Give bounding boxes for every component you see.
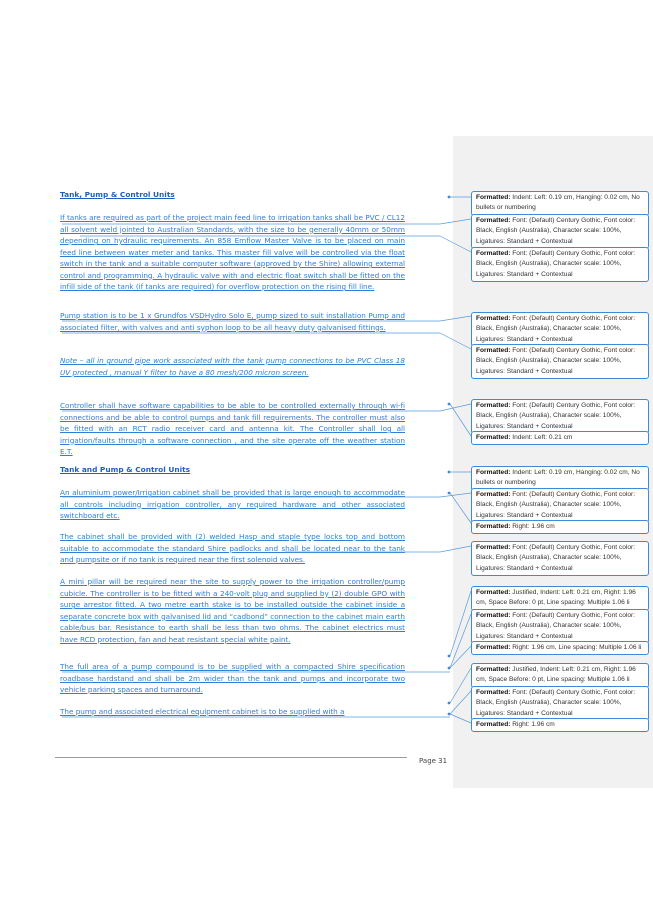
formatting-balloon[interactable] — [471, 586, 649, 611]
formatting-balloon[interactable] — [471, 399, 649, 434]
formatting-balloon[interactable] — [471, 718, 649, 732]
balloon-text: Font: (Default) Century Gothic, Font color: Black, English (Australia), Character scale: 100%, Ligatures: Standard + Contextual — [476, 217, 636, 245]
balloon-label: Formatted: — [476, 217, 511, 224]
tracked-change-paragraph[interactable]: The cabinet shall be provided with (2) welded Hasp and staple type locks top and bottom suitable to accommodate the standard Shire padlocks and shall be located near to the tank and pumpsite or if no tank is required near the first solenoid valves. — [60, 532, 405, 564]
balloon-label: Formatted: — [476, 469, 511, 476]
section-heading[interactable]: Tank, Pump & Control Units — [60, 190, 175, 199]
balloon-label: Formatted: — [476, 434, 511, 441]
balloon-text: Font: (Default) Century Gothic, Font color: Black, English (Australia), Character scale: 100%, Ligatures: Standard + Contextual — [476, 612, 636, 640]
tracked-change-paragraph[interactable]: The pump and associated electrical equipment cabinet is to be supplied with a — [60, 707, 345, 716]
balloon-text: Right: 1.96 cm — [510, 523, 555, 530]
balloon-text: Right: 1.96 cm, Line spacing: Multiple 1.06 li — [510, 644, 642, 651]
formatting-balloon[interactable] — [471, 609, 649, 644]
balloon-label: Formatted: — [476, 544, 511, 551]
balloon-label: Formatted: — [476, 194, 511, 201]
formatting-balloon[interactable] — [471, 431, 649, 445]
section-heading[interactable]: Tank and Pump & Control Units — [60, 465, 191, 474]
balloon-label: Formatted: — [476, 644, 511, 651]
formatting-balloon[interactable] — [471, 344, 649, 379]
footer-rule — [55, 757, 407, 758]
formatting-balloon[interactable] — [471, 520, 649, 534]
balloon-label: Formatted: — [476, 589, 511, 596]
balloon-label: Formatted: — [476, 523, 511, 530]
balloon-text: Font: (Default) Century Gothic, Font color: Black, English (Australia), Character scale: 100%, Ligatures: Standard + Contextual — [476, 689, 636, 717]
balloon-text: Indent: Left: 0.19 cm, Hanging: 0.02 cm, No bullets or numbering — [476, 469, 640, 487]
tracked-change-paragraph[interactable]: Controller shall have software capabilities to be able to be controlled externally through wi-fi connections and be able to control pumps and tank fill requirements. The controller must also be fitted with an RCT radio receiver card and antenna kit. The Controller shall log all irrigation/faults through a software connection , and the site operate off the weather station E.T. — [60, 401, 405, 456]
page-number: Page 31 — [419, 757, 448, 765]
balloon-text: Justified, Indent: Left: 0.21 cm, Right: 1.96 cm, Space Before: 0 pt, Line spacing: Multiple 1.06 li — [476, 666, 636, 684]
balloon-label: Formatted: — [476, 689, 511, 696]
balloon-text: Font: (Default) Century Gothic, Font color: Black, English (Australia), Character scale: 100%, Ligatures: Standard + Contextual — [476, 315, 636, 343]
balloon-text: Font: (Default) Century Gothic, Font color: Black, English (Australia), Character scale: 100%, Ligatures: Standard + Contextual — [476, 250, 636, 278]
formatting-balloon[interactable] — [471, 686, 649, 721]
balloon-text: Indent: Left: 0.19 cm, Hanging: 0.02 cm, No bullets or numbering — [476, 194, 640, 212]
formatting-balloon[interactable] — [471, 541, 649, 576]
tracked-change-paragraph[interactable]: A mini pillar will be required near the site to supply power to the irrigation controller/pump cubicle. The controller is to be fitted with a 240-volt plug and supplied by (2) double GPO with surge arrestor fitted. A two metre earth stake is to be installed outside the cabinet inside a separate concrete box with galvanised lid and “cadbond” connection to the cabinet main earth cable/bus bar. Resistance to earth shall be less than two ohms. The cabinet electrics must have RCD protection, fan and heat resistant special white paint. — [60, 577, 405, 644]
tracked-change-paragraph[interactable]: Note – all in ground pipe work associated with the tank pump connections to be PVC Class 18 UV protected , manual Y filter to have a 80 mesh/200 micron screen. — [60, 356, 405, 377]
formatting-balloon[interactable] — [471, 214, 649, 249]
tracked-change-paragraph[interactable]: If tanks are required as part of the project main feed line to irrigation tanks shall be PVC / CL12 all solvent weld jointed to Australian Standards, with the size to be generally 40mm or 50mm depending on hydraulic requirements. An 858 Emflow Master Valve is to be placed on main feed line between water meter and tanks. This master fill valve will be controlled via the float switch in the tank and a suitable computer software (approved by the Shire) allowing external control and programming. A hydraulic valve with and electric float switch shall be fitted on the infill side of the tank (if tanks are required) for overflow protection on the rising fill line. — [60, 213, 405, 291]
balloon-label: Formatted: — [476, 721, 511, 728]
balloon-label: Formatted: — [476, 347, 511, 354]
balloon-label: Formatted: — [476, 612, 511, 619]
formatting-balloon[interactable] — [471, 191, 649, 216]
tracked-change-paragraph[interactable]: An aluminium power/Irrigation cabinet shall be provided that is large enough to accommodate all controls including irrigation controller, any required hardware and other associated switchboard etc. — [60, 488, 405, 520]
balloon-label: Formatted: — [476, 315, 511, 322]
formatting-balloon[interactable] — [471, 641, 649, 655]
balloon-label: Formatted: — [476, 250, 511, 257]
balloon-text: Font: (Default) Century Gothic, Font color: Black, English (Australia), Character scale: 100%, Ligatures: Standard + Contextual — [476, 402, 636, 430]
balloon-text: Font: (Default) Century Gothic, Font color: Black, English (Australia), Character scale: 100%, Ligatures: Standard + Contextual — [476, 491, 636, 519]
tracked-change-paragraph[interactable]: The full area of a pump compound is to be supplied with a compacted Shire specification roadbase hardstand and shall be 2m wider than the tank and pumps and incorporate two vehicle parking spaces and turnaround. — [60, 662, 405, 694]
formatting-balloon[interactable] — [471, 312, 649, 347]
formatting-balloon[interactable] — [471, 247, 649, 282]
tracked-change-paragraph[interactable]: Pump station is to be 1 x Grundfos VSDHydro Solo E, pump sized to suit installation Pump and associated filter, with valves and anti syphon loop to be all heavy duty galvanised fittings. — [60, 311, 405, 332]
balloon-text: Font: (Default) Century Gothic, Font color: Black, English (Australia), Character scale: 100%, Ligatures: Standard + Contextual — [476, 544, 636, 572]
balloon-text: Indent: Left: 0.21 cm — [510, 434, 573, 441]
balloon-text: Right: 1.96 cm — [510, 721, 555, 728]
balloon-label: Formatted: — [476, 402, 511, 409]
balloon-text: Justified, Indent: Left: 0.21 cm, Right: 1.96 cm, Space Before: 0 pt, Line spacing: Multiple 1.06 li — [476, 589, 636, 607]
formatting-balloon[interactable] — [471, 488, 649, 523]
balloon-label: Formatted: — [476, 666, 511, 673]
balloon-text: Font: (Default) Century Gothic, Font color: Black, English (Australia), Character scale: 100%, Ligatures: Standard + Contextual — [476, 347, 636, 375]
balloon-label: Formatted: — [476, 491, 511, 498]
formatting-balloon[interactable] — [471, 663, 649, 688]
